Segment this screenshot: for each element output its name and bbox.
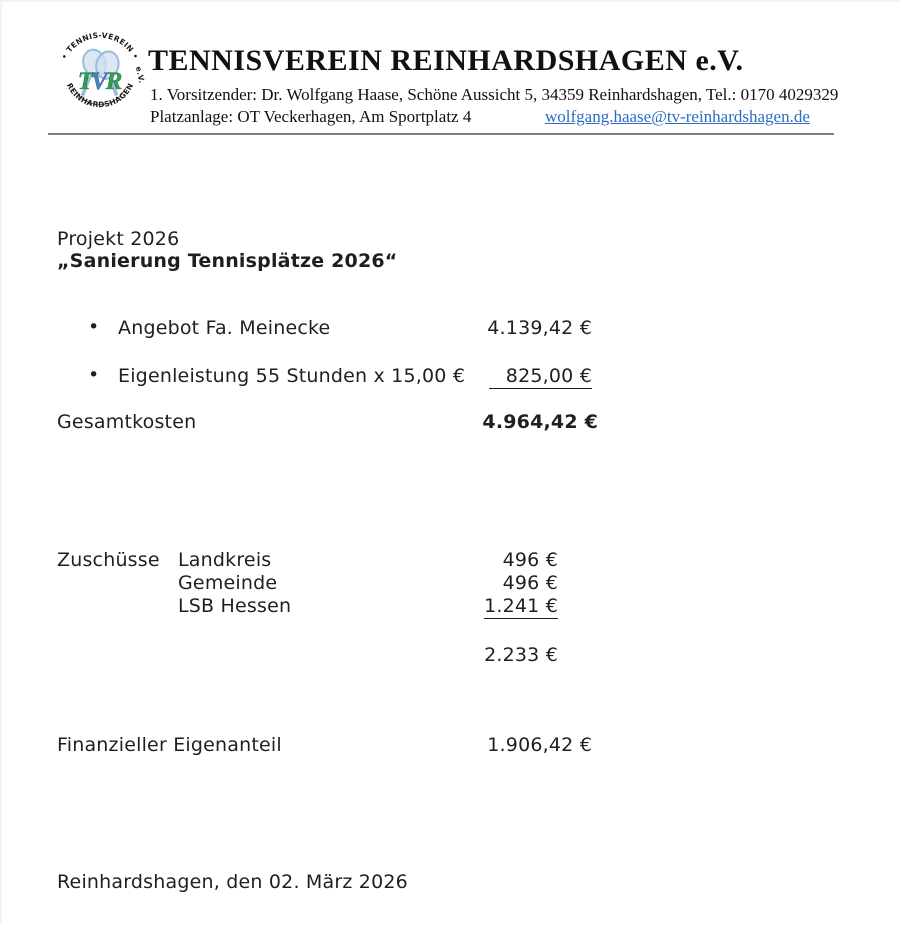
contact-line-facility: Platzanlage: OT Veckerhagen, Am Sportplatz 4: [150, 107, 472, 126]
bullet-icon: •: [88, 364, 100, 386]
club-name-title: TENNISVEREIN REINHARDSHAGEN e.V.: [148, 44, 744, 77]
header-divider: [48, 133, 834, 135]
logo-monogram-letter-v: V: [91, 68, 108, 96]
subsidy-amount: [408, 595, 558, 617]
own-share-label: Finanzieller Eigenanteil: [57, 734, 282, 756]
total-cost-amount: 4.964,42 €: [482, 411, 598, 433]
total-cost-label: Gesamtkosten: [57, 411, 197, 433]
logo-ring-text-top: • TENNIS-VEREIN •: [59, 32, 141, 61]
subsidy-amount: 496 €: [502, 572, 558, 594]
email-link[interactable]: wolfgang.haase@tv-reinhardshagen.de: [545, 107, 810, 126]
bullet-icon: •: [88, 316, 100, 338]
cost-item-label: Angebot Fa. Meinecke: [118, 317, 331, 339]
logo-ring-text-bottom: REINHARDSHAGEN: [64, 81, 136, 110]
subsidies-subtotal: 2.233 €: [484, 644, 558, 666]
subsidy-name: Gemeinde: [178, 572, 278, 594]
place-date-line: Reinhardshagen, den 02. März 2026: [57, 871, 408, 893]
logo-monogram-letter-r: R: [105, 68, 123, 96]
logo-monogram-letter-t: T: [77, 68, 93, 96]
cost-item-amount: 4.139,42 €: [487, 317, 592, 339]
cost-item-amount: [392, 365, 592, 387]
subsidies-label: Zuschüsse: [57, 549, 160, 571]
project-title-line2: „Sanierung Tennisplätze 2026“: [57, 250, 398, 272]
club-logo: [54, 32, 146, 124]
logo-ev-suffix: e.V.: [133, 65, 146, 85]
contact-line-chairman: 1. Vorsitzender: Dr. Wolfgang Haase, Schöne Aussicht 5, 34359 Reinhardshagen, Tel.: 0170 4029329: [150, 85, 839, 104]
project-title-line1: Projekt 2026: [57, 228, 180, 250]
cost-item-label: Eigenleistung 55 Stunden x 15,00 €: [118, 365, 466, 387]
logo-monogram: [78, 68, 123, 95]
subsidy-name: Landkreis: [178, 549, 272, 571]
subsidy-name: LSB Hessen: [178, 595, 292, 617]
subsidy-amount: 496 €: [502, 549, 558, 571]
underlined-amount: 825,00 €: [489, 365, 592, 389]
underlined-amount: 1.241 €: [484, 595, 558, 617]
own-share-amount: 1.906,42 €: [487, 734, 592, 756]
